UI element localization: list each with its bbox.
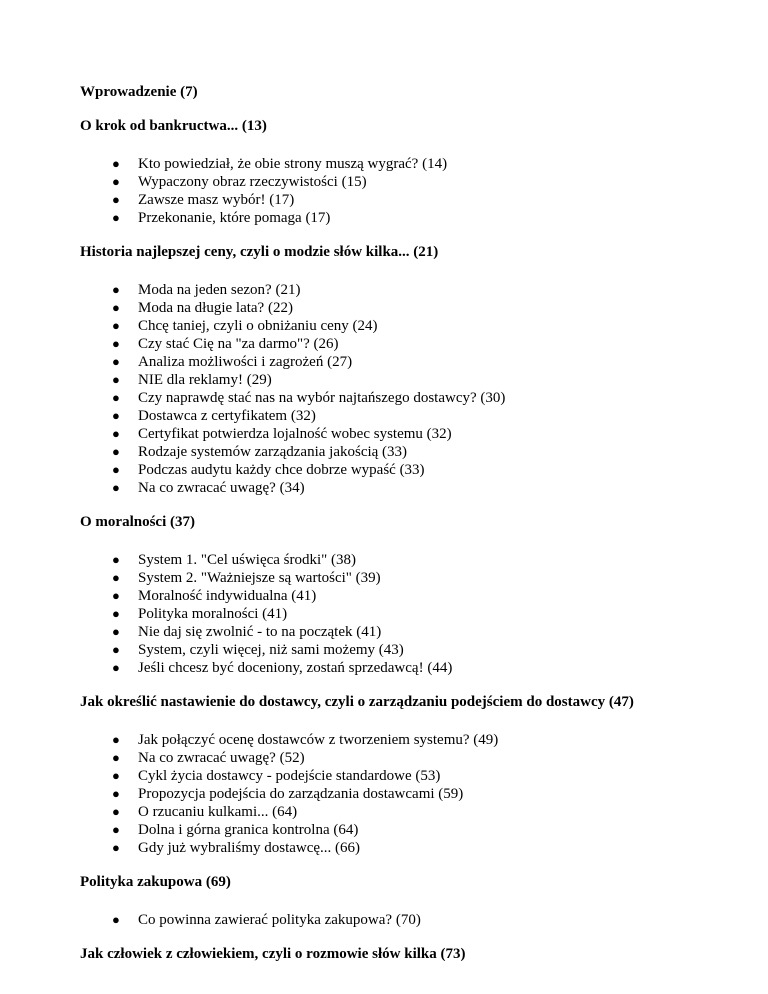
bullet-icon: ●	[112, 624, 120, 639]
list-item: ● Zawsze masz wybór! (17)	[112, 192, 295, 208]
list-item: ● Wypaczony obraz rzeczywistości (15)	[112, 174, 367, 190]
section-heading: Wprowadzenie (7)	[80, 84, 198, 100]
bullet-icon: ●	[112, 822, 120, 837]
list-item: ● Rodzaje systemów zarządzania jakością (33)	[112, 444, 408, 460]
list-item: ● Nie daj się zwolnić - to na początek (41)	[112, 624, 382, 640]
list-item: ● Co powinna zawierać polityka zakupowa? (70)	[112, 912, 421, 928]
list-item: ● Czy naprawdę stać nas na wybór najtańszego dostawcy? (30)	[112, 390, 506, 406]
bullet-icon: ●	[112, 390, 120, 405]
section-list	[80, 281, 708, 497]
list-item: ● Jak połączyć ocenę dostawców z tworzeniem systemu? (49)	[112, 732, 499, 748]
bullet-icon: ●	[112, 750, 120, 765]
list-item: ● Gdy już wybraliśmy dostawcę... (66)	[112, 840, 361, 856]
list-item: ● Na co zwracać uwagę? (52)	[112, 750, 305, 766]
section-list	[80, 911, 708, 929]
list-item: ● System, czyli więcej, niż sami możemy (43)	[112, 642, 404, 658]
bullet-icon: ●	[112, 336, 120, 351]
bullet-icon: ●	[112, 462, 120, 477]
list-item: ● Analiza możliwości i zagrożeń (27)	[112, 354, 353, 370]
bullet-icon: ●	[112, 480, 120, 495]
list-item: ● Na co zwracać uwagę? (34)	[112, 480, 305, 496]
bullet-icon: ●	[112, 642, 120, 657]
list-item: ● System 1. "Cel uświęca środki" (38)	[112, 552, 357, 568]
bullet-icon: ●	[112, 372, 120, 387]
bullet-icon: ●	[112, 804, 120, 819]
bullet-icon: ●	[112, 408, 120, 423]
bullet-icon: ●	[112, 444, 120, 459]
bullet-icon: ●	[112, 768, 120, 783]
list-item: ● Moralność indywidualna (41)	[112, 588, 317, 604]
bullet-icon: ●	[112, 912, 120, 927]
list-item: ● O rzucaniu kulkami... (64)	[112, 804, 298, 820]
list-item: ● Przekonanie, które pomaga (17)	[112, 210, 331, 226]
section-heading: Polityka zakupowa (69)	[80, 874, 231, 890]
section-heading: O krok od bankructwa... (13)	[80, 118, 267, 134]
bullet-icon: ●	[112, 732, 120, 747]
list-item: ● Kto powiedział, że obie strony muszą wygrać? (14)	[112, 156, 448, 172]
section-heading: Jak człowiek z człowiekiem, czyli o rozmowie słów kilka (73)	[80, 946, 466, 962]
list-item: ● Jeśli chcesz być doceniony, zostań sprzedawcą! (44)	[112, 660, 453, 676]
bullet-icon: ●	[112, 570, 120, 585]
list-item: ● Propozycja podejścia do zarządzania dostawcami (59)	[112, 786, 464, 802]
bullet-icon: ●	[112, 606, 120, 621]
bullet-icon: ●	[112, 156, 120, 171]
section-heading: Historia najlepszej ceny, czyli o modzie słów kilka... (21)	[80, 244, 439, 260]
list-item: ● System 2. "Ważniejsze są wartości" (39)	[112, 570, 381, 586]
bullet-icon: ●	[112, 588, 120, 603]
bullet-icon: ●	[112, 192, 120, 207]
list-item: ● Dolna i górna granica kontrolna (64)	[112, 822, 359, 838]
section-list	[80, 731, 708, 857]
bullet-icon: ●	[112, 354, 120, 369]
list-item: ● Chcę taniej, czyli o obniżaniu ceny (24)	[112, 318, 378, 334]
section-heading: O moralności (37)	[80, 514, 195, 530]
list-item: ● Certyfikat potwierdza lojalność wobec systemu (32)	[112, 426, 452, 442]
list-item: ● Podczas audytu każdy chce dobrze wypaść (33)	[112, 462, 425, 478]
list-item: ● Polityka moralności (41)	[112, 606, 288, 622]
list-item: ● Cykl życia dostawcy - podejście standardowe (53)	[112, 768, 441, 784]
bullet-icon: ●	[112, 300, 120, 315]
bullet-icon: ●	[112, 840, 120, 855]
bullet-icon: ●	[112, 426, 120, 441]
section-list	[80, 551, 708, 677]
bullet-icon: ●	[112, 210, 120, 225]
list-item: ● NIE dla reklamy! (29)	[112, 372, 272, 388]
list-item: ● Czy stać Cię na "za darmo"? (26)	[112, 336, 339, 352]
section-list	[80, 155, 708, 227]
list-item: ● Moda na jeden sezon? (21)	[112, 282, 301, 298]
bullet-icon: ●	[112, 552, 120, 567]
bullet-icon: ●	[112, 660, 120, 675]
bullet-icon: ●	[112, 786, 120, 801]
bullet-icon: ●	[112, 282, 120, 297]
list-item: ● Moda na długie lata? (22)	[112, 300, 293, 316]
bullet-icon: ●	[112, 174, 120, 189]
section-heading: Jak określić nastawienie do dostawcy, czyli o zarządzaniu podejściem do dostawcy (47)	[80, 694, 634, 710]
list-item: ● Dostawca z certyfikatem (32)	[112, 408, 316, 424]
bullet-icon: ●	[112, 318, 120, 333]
